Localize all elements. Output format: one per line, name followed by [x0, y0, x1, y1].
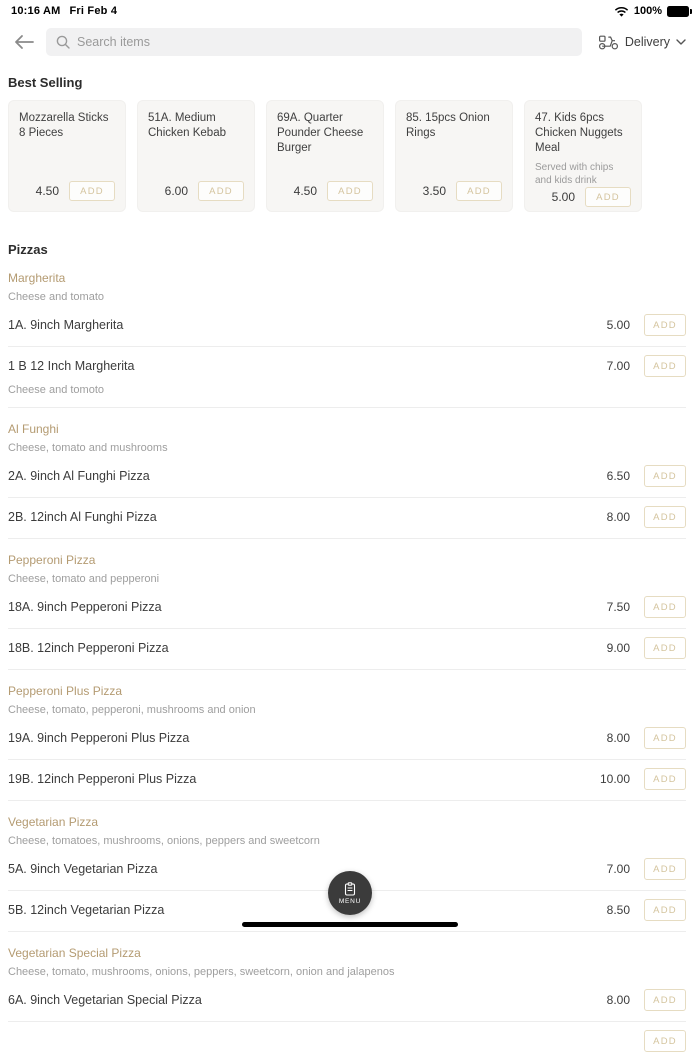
group-title: Pepperoni Plus Pizza: [8, 684, 123, 698]
menu-item-row[interactable]: [8, 588, 686, 629]
best-selling-card[interactable]: [8, 100, 126, 212]
status-bar: [0, 0, 700, 22]
item-name: 5A. 9inch Vegetarian Pizza: [8, 862, 158, 876]
card-item-description: Served with chips and kids drink: [535, 162, 614, 186]
best-selling-card[interactable]: [395, 100, 513, 212]
battery-icon: [667, 6, 689, 17]
item-name: 2A. 9inch Al Funghi Pizza: [8, 469, 150, 483]
battery-percent: 100%: [633, 5, 662, 17]
add-button[interactable]: ADD: [644, 858, 686, 880]
card-item-price: 4.50: [35, 184, 59, 198]
menu-floating-button[interactable]: [328, 871, 372, 915]
add-button[interactable]: ADD: [644, 506, 686, 528]
item-price: 7.00: [606, 862, 630, 876]
add-button[interactable]: ADD: [69, 181, 115, 201]
add-button[interactable]: ADD: [198, 181, 244, 201]
group-title: Pepperoni Pizza: [8, 553, 96, 567]
add-button[interactable]: ADD: [327, 181, 373, 201]
add-button[interactable]: ADD: [456, 181, 502, 201]
add-button[interactable]: ADD: [644, 596, 686, 618]
group-description: Cheese, tomato and pepperoni: [8, 573, 160, 585]
card-item-name: 47. Kids 6pcs Chicken Nuggets Meal: [535, 112, 623, 154]
add-button[interactable]: ADD: [644, 314, 686, 336]
group-rows: [8, 981, 686, 1022]
category-title: Pizzas: [8, 242, 48, 257]
search-input[interactable]: [46, 28, 582, 56]
delivery-scooter-icon: [598, 34, 619, 50]
chevron-down-icon: [676, 39, 686, 45]
menu-group: [8, 553, 686, 670]
best-selling-card[interactable]: [266, 100, 384, 212]
home-indicator[interactable]: [242, 922, 458, 927]
status-date: Fri Feb 4: [69, 5, 118, 17]
menu-item-row[interactable]: [8, 306, 686, 347]
menu-button-label: MENU: [338, 897, 362, 905]
group-rows: [8, 457, 686, 539]
item-name: 18B. 12inch Pepperoni Pizza: [8, 641, 169, 655]
card-item-price: 3.50: [422, 184, 446, 198]
card-item-price: 4.50: [293, 184, 317, 198]
card-item-name: 85. 15pcs Onion Rings: [406, 112, 490, 139]
group-title: Vegetarian Pizza: [8, 815, 99, 829]
delivery-selector[interactable]: [592, 34, 692, 50]
item-description: Cheese and tomoto: [8, 384, 105, 396]
card-item-name: 51A. Medium Chicken Kebab: [148, 112, 226, 139]
best-selling-section: [0, 75, 700, 212]
menu-group: [8, 422, 686, 539]
menu-item-row[interactable]: [8, 498, 686, 539]
best-selling-card[interactable]: [524, 100, 642, 212]
group-title: Vegetarian Special Pizza: [8, 946, 141, 960]
add-button[interactable]: ADD: [644, 355, 686, 377]
card-item-price: 6.00: [164, 184, 188, 198]
item-price: 6.50: [606, 469, 630, 483]
add-button[interactable]: ADD: [644, 465, 686, 487]
top-bar: [0, 22, 700, 62]
group-rows: [8, 306, 686, 408]
back-button[interactable]: [12, 30, 36, 54]
item-price: 5.00: [606, 318, 630, 332]
menu-item-row[interactable]: [8, 347, 686, 408]
item-price: 7.50: [606, 600, 630, 614]
add-button[interactable]: ADD: [644, 727, 686, 749]
item-price: 9.00: [606, 641, 630, 655]
item-name: 18A. 9inch Pepperoni Pizza: [8, 600, 162, 614]
receipt-icon: [344, 882, 356, 896]
partial-next-row[interactable]: [8, 1022, 686, 1062]
best-selling-cards: [0, 100, 700, 212]
menu-category-section: [0, 242, 700, 1062]
group-title: Margherita: [8, 271, 66, 285]
menu-group: [8, 271, 686, 408]
item-price: 8.50: [606, 903, 630, 917]
add-button[interactable]: ADD: [644, 989, 686, 1011]
item-price: 8.00: [606, 731, 630, 745]
menu-group: [8, 946, 686, 1022]
best-selling-title: Best Selling: [8, 75, 83, 90]
best-selling-card[interactable]: [137, 100, 255, 212]
item-name: 1 B 12 Inch Margherita: [8, 359, 135, 373]
item-name: 6A. 9inch Vegetarian Special Pizza: [8, 993, 202, 1007]
item-price: 10.00: [599, 772, 630, 786]
wifi-icon: [614, 6, 629, 17]
card-item-price: 5.00: [551, 190, 575, 204]
group-description: Cheese, tomato, mushrooms, onions, peppers, sweetcorn, onion and jalapenos: [8, 966, 395, 978]
item-name: 1A. 9inch Margherita: [8, 318, 124, 332]
add-button[interactable]: ADD: [644, 1030, 686, 1052]
group-description: Cheese and tomato: [8, 291, 105, 303]
status-time: 10:16 AM: [11, 5, 61, 17]
group-description: Cheese, tomatoes, mushrooms, onions, peppers and sweetcorn: [8, 835, 320, 847]
add-button[interactable]: ADD: [644, 637, 686, 659]
menu-item-row[interactable]: [8, 629, 686, 670]
menu-item-row[interactable]: [8, 981, 686, 1022]
search-icon: [56, 35, 70, 49]
delivery-label: Delivery: [624, 35, 670, 49]
group-rows: [8, 719, 686, 801]
item-name: 5B. 12inch Vegetarian Pizza: [8, 903, 165, 917]
group-rows: [8, 588, 686, 670]
group-description: Cheese, tomato and mushrooms: [8, 442, 168, 454]
add-button[interactable]: ADD: [644, 768, 686, 790]
menu-item-row[interactable]: [8, 719, 686, 760]
item-name: 19A. 9inch Pepperoni Plus Pizza: [8, 731, 190, 745]
item-price: 8.00: [606, 993, 630, 1007]
menu-item-row[interactable]: [8, 760, 686, 801]
item-price: 7.00: [606, 359, 630, 373]
menu-item-row[interactable]: [8, 457, 686, 498]
group-title: Al Funghi: [8, 422, 59, 436]
menu-group: [8, 684, 686, 801]
search-placeholder: Search items: [77, 35, 150, 49]
group-description: Cheese, tomato, pepperoni, mushrooms and onion: [8, 704, 256, 716]
add-button[interactable]: ADD: [585, 187, 631, 207]
item-price: 8.00: [606, 510, 630, 524]
back-arrow-icon: [14, 35, 34, 49]
item-name: 19B. 12inch Pepperoni Plus Pizza: [8, 772, 197, 786]
item-name: 2B. 12inch Al Funghi Pizza: [8, 510, 157, 524]
card-item-name: 69A. Quarter Pounder Cheese Burger: [277, 112, 364, 154]
add-button[interactable]: ADD: [644, 899, 686, 921]
card-item-name: Mozzarella Sticks 8 Pieces: [19, 112, 109, 139]
